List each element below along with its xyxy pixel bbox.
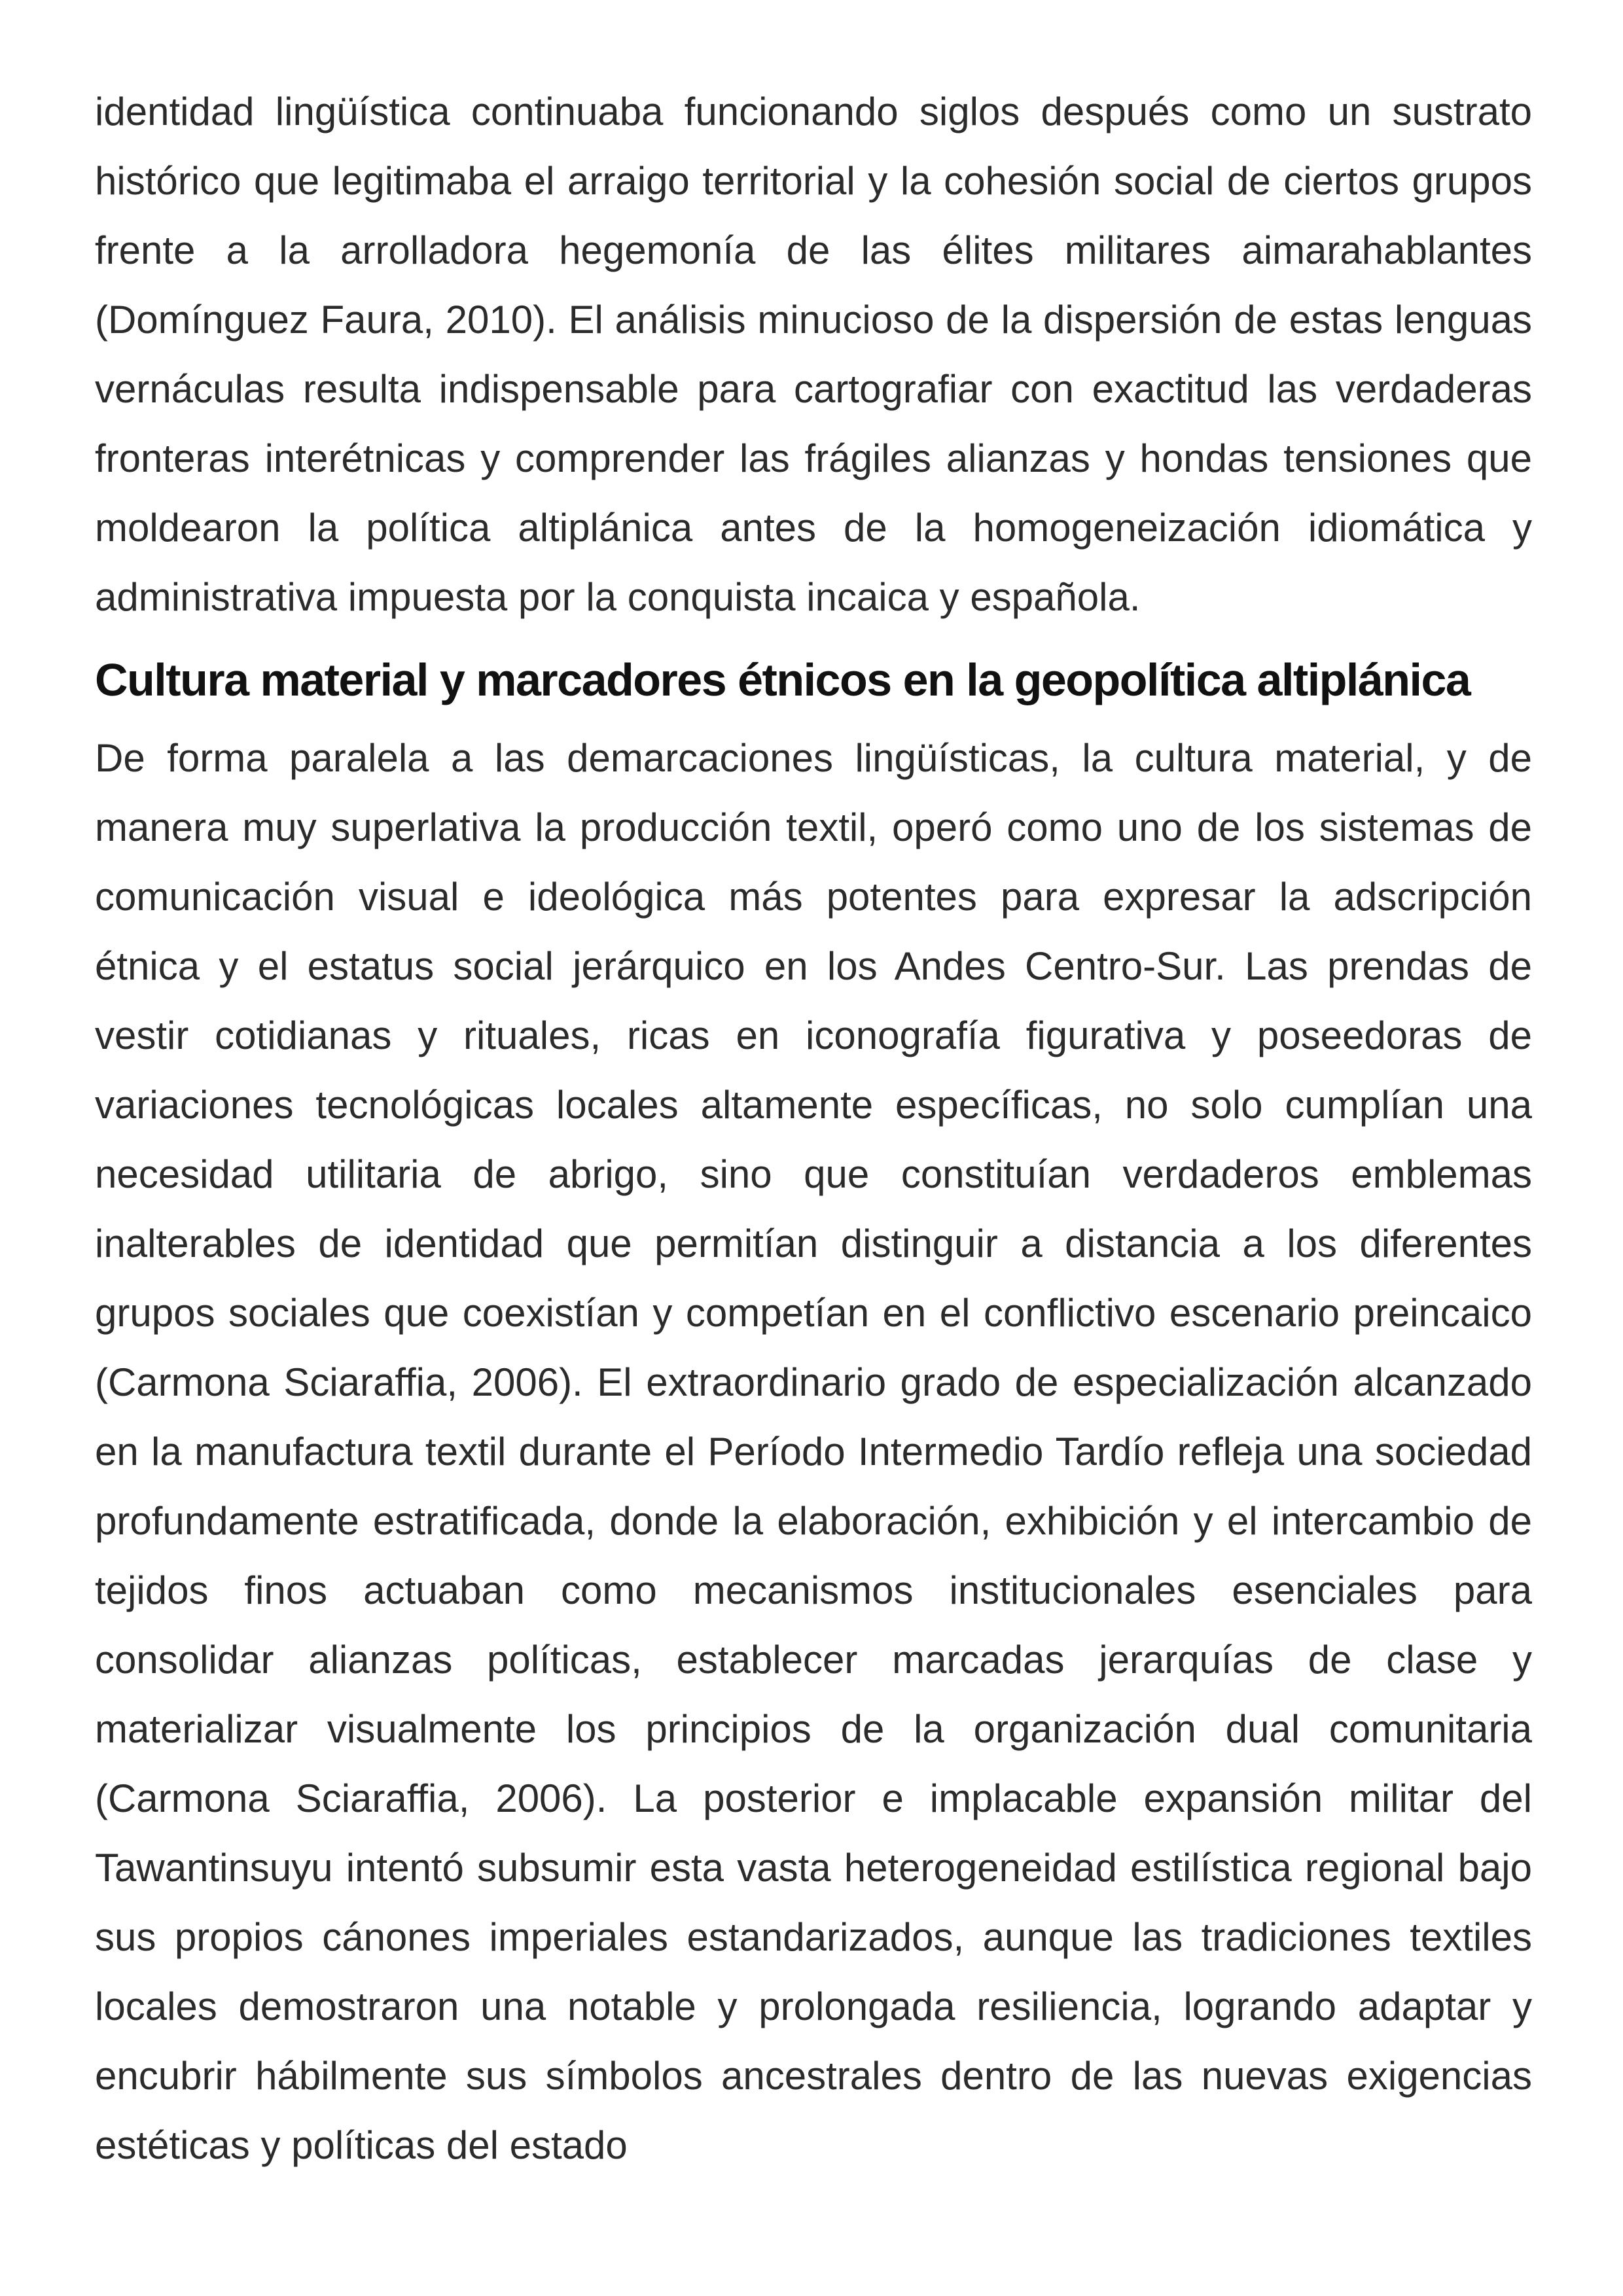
section-heading: Cultura material y marcadores étnicos en la geopolítica altiplánica <box>95 654 1471 705</box>
document-page <box>95 77 1532 2180</box>
body-paragraph: identidad lingüística continuaba funcionando siglos después como un sustrato histórico que legitimaba el arraigo territorial y la cohesión social de ciertos grupos frente a la arrolladora hegemonía de las élites militares aimarahablantes (Domínguez Faura, 2010). El análisis minucioso de la dispersión de estas lenguas vernáculas resulta indispensable para cartografiar con exactitud las verdaderas fronteras interétnicas y comprender las frágiles alianzas y hondas tensiones que moldearon la política altiplánica antes de la homogeneización idiomática y administrativa impuesta por la conquista incaica y española. <box>95 90 1532 619</box>
body-paragraph: De forma paralela a las demarcaciones lingüísticas, la cultura material, y de manera muy superlativa la producción textil, operó como uno de los sistemas de comunicación visual e ideológica más potentes para expresar la adscripción étnica y el estatus social jerárquico en los Andes Centro-Sur. Las prendas de vestir cotidianas y rituales, ricas en iconografía figurativa y poseedoras de variaciones tecnológicas locales altamente específicas, no solo cumplían una necesidad utilitaria de abrigo, sino que constituían verdaderos emblemas inalterables de identidad que permitían distinguir a distancia a los diferentes grupos sociales que coexistían y competían en el conflictivo escenario preincaico (Carmona Sciaraffia, 2006). El extraordinario grado de especialización alcanzado en la manufactura textil durante el Período Intermedio Tardío refleja una sociedad profundamente estratificada, donde la elaboración, exhibición y el intercambio de tejidos finos actuaban como mecanismos institucionales esenciales para consolidar alianzas políticas, establecer marcadas jerarquías de clase y materializar visualmente los principios de la organización dual comunitaria (Carmona Sciaraffia, 2006). La posterior e implacable expansión militar del Tawantinsuyu intentó subsumir esta vasta heterogeneidad estilística regional bajo sus propios cánones imperiales estandarizados, aunque las tradiciones textiles locales demostraron una notable y prolongada resiliencia, logrando adaptar y encubrir hábilmente sus símbolos ancestrales dentro de las nuevas exigencias estéticas y políticas del estado <box>95 736 1532 2167</box>
